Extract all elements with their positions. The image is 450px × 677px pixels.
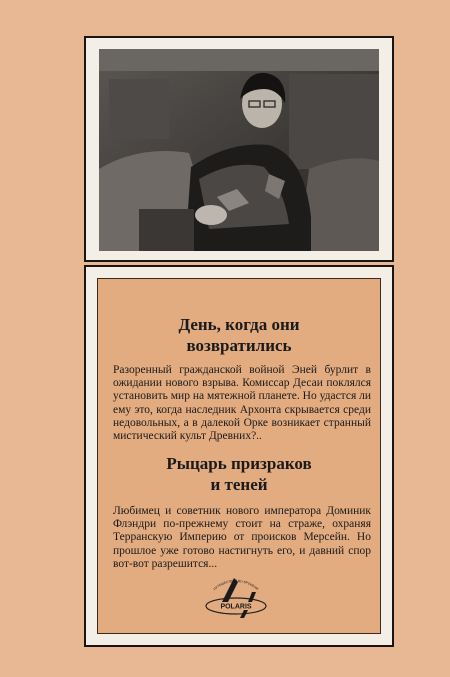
- story-1-title-line-2: возвратились: [186, 336, 292, 355]
- story-2-title-line-2: и теней: [210, 475, 268, 494]
- text-frame: [84, 265, 394, 647]
- story-1-description: Разоренный гражданской войной Эней бурлит в ожидании нового взрыва. Комиссар Десаи поклялся установить мир на мятежной планете. Но удастся ли ему это, когда наследник Архонта скрывается среди недовольных, а в далекой Орке возникает странный мистический культ Древних?..: [113, 364, 372, 443]
- author-photo-image: [99, 49, 379, 251]
- polaris-logo: [200, 572, 272, 622]
- story-1-title-line-1: День, когда они: [178, 315, 300, 334]
- publisher-arc-text: ПУТЕШЕСТВИЯ ВО ВРЕМЕНИ: [212, 578, 260, 592]
- story-2-description: Любимец и советник нового императора Доминик Флэндри по-прежнему стоит на страже, охраняя Терранскую Империю от происков Мерсейн. Но прошлое уже готово настигнуть его, и давний спор вот-вот разрешится...: [113, 505, 371, 570]
- author-photo: [99, 49, 379, 251]
- text-panel: [97, 278, 381, 634]
- story-2-title-line-1: Рыцарь призраков: [166, 454, 312, 473]
- photo-frame: [84, 36, 394, 262]
- publisher-name: POLARIS: [220, 603, 252, 611]
